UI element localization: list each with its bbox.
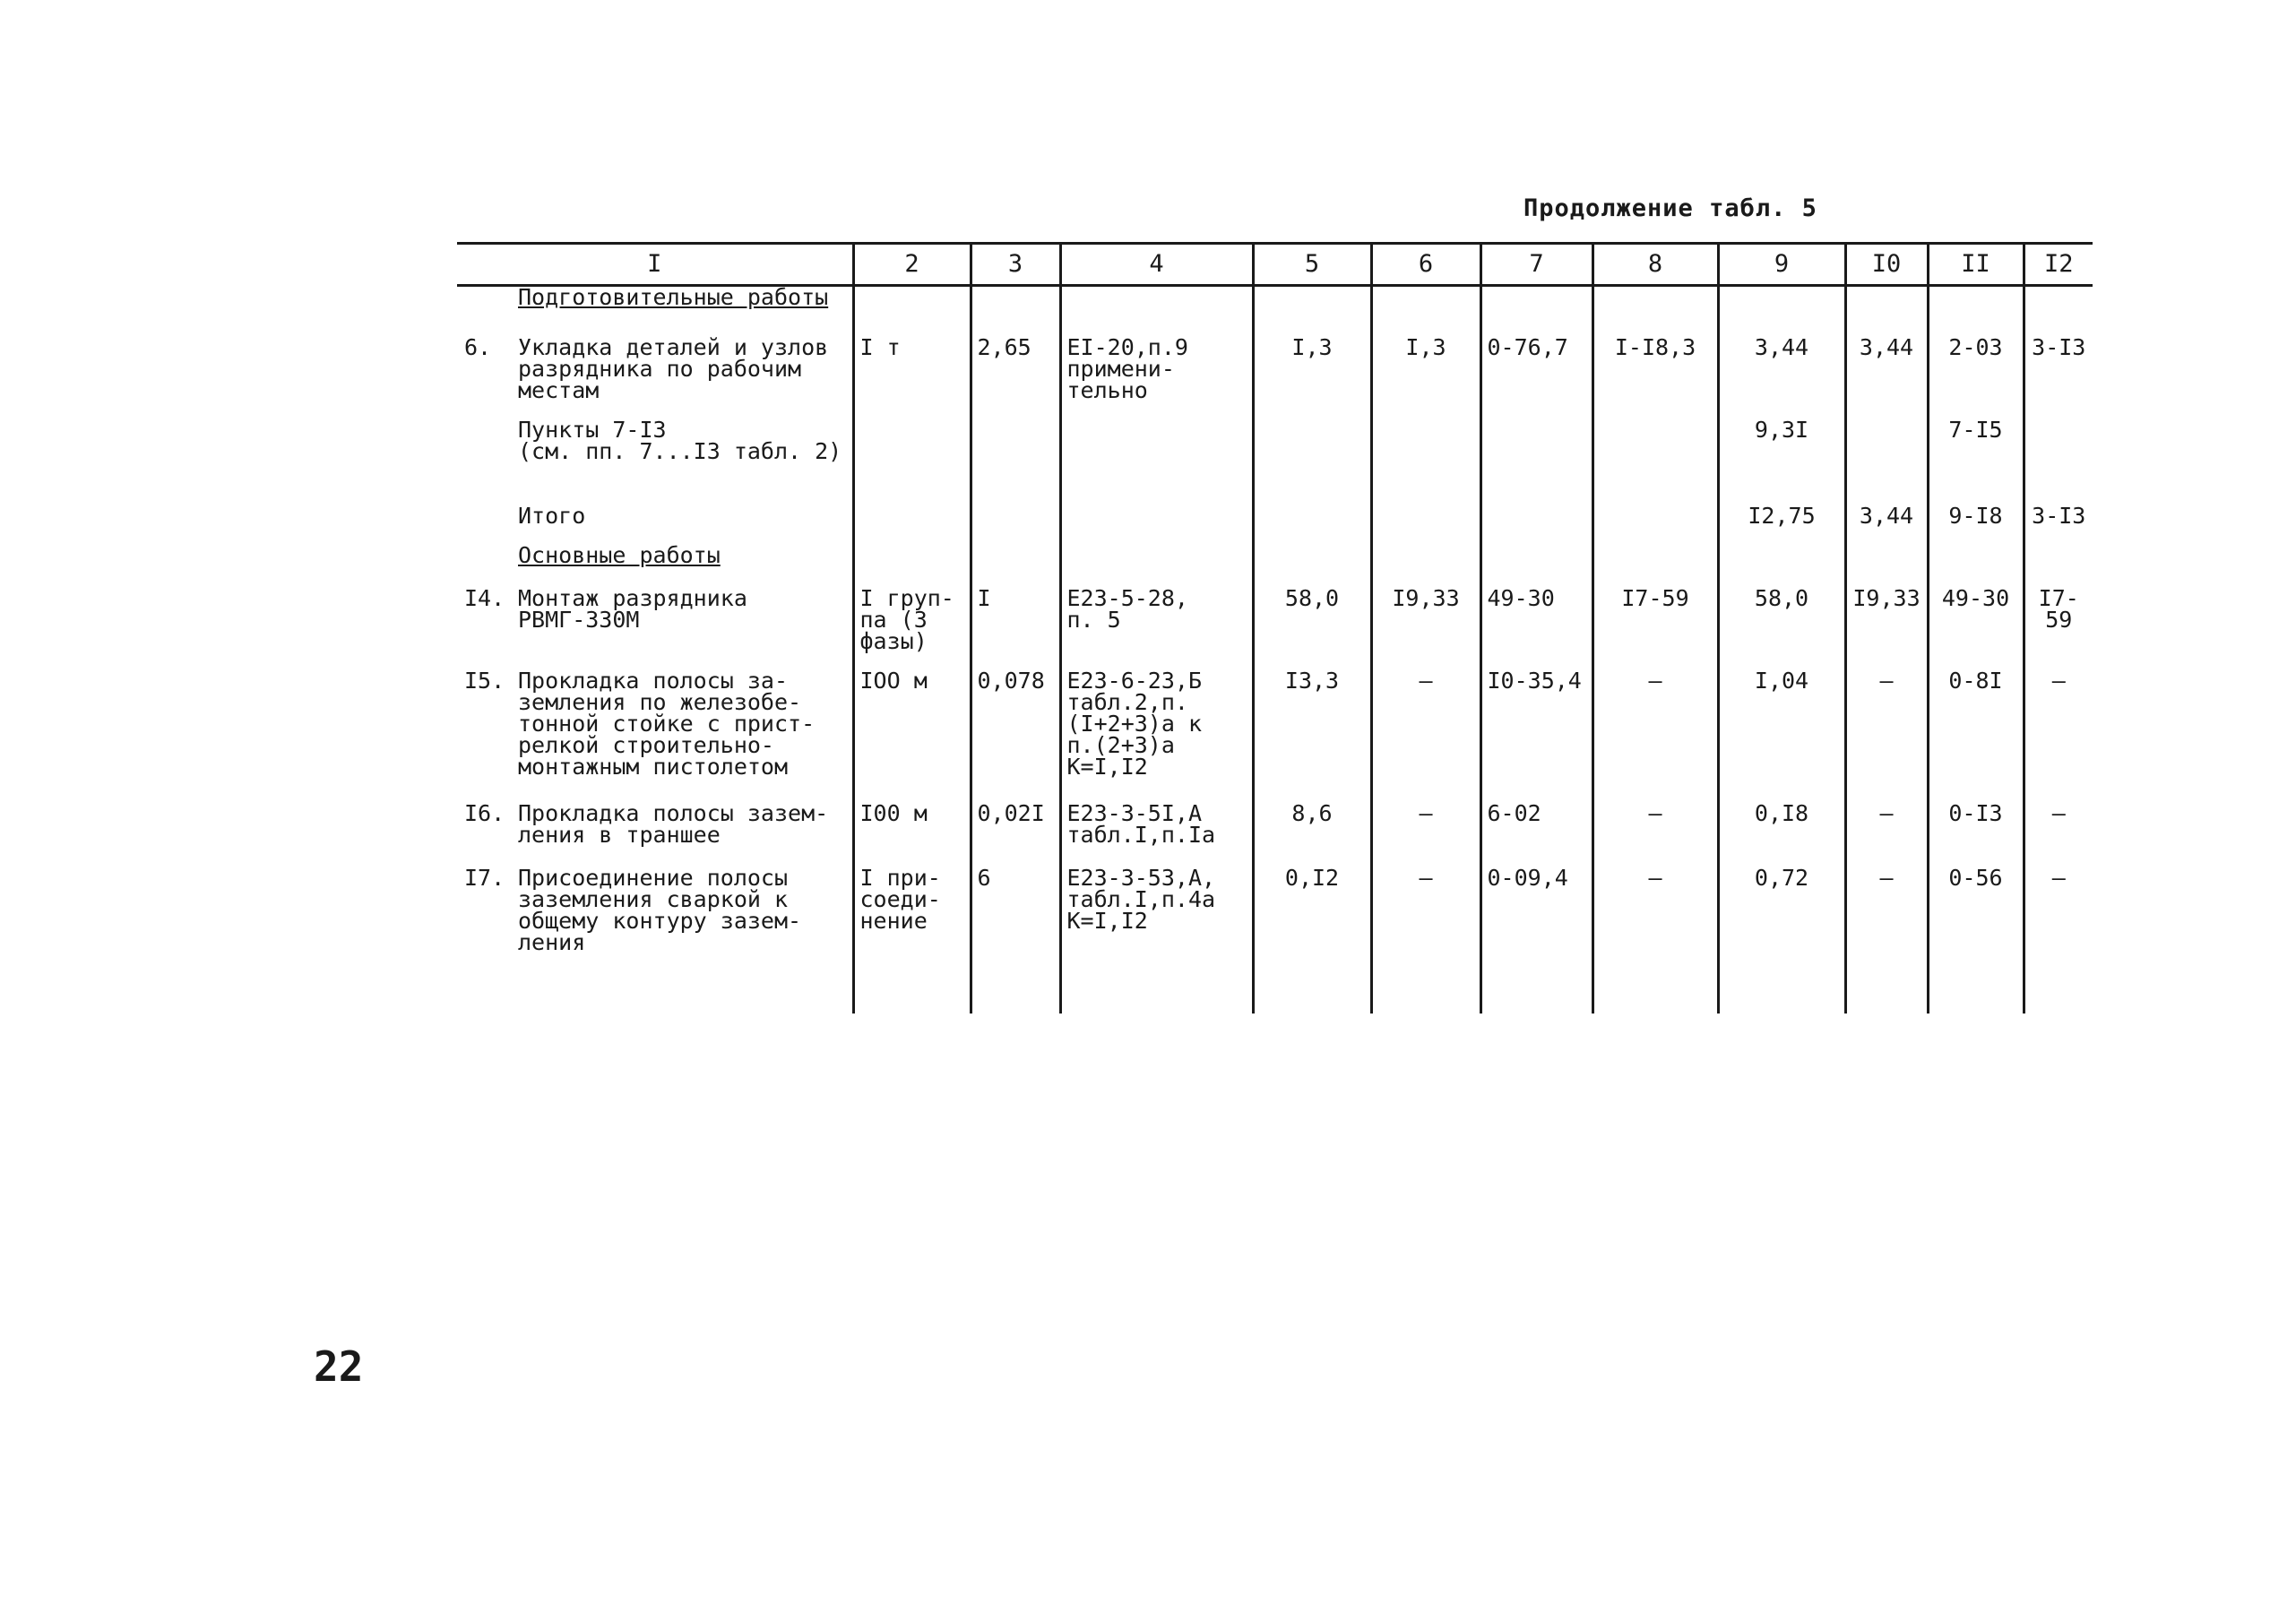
cell-6 [1371, 419, 1480, 505]
item-description: Прокладка полосы за- земления по железобе- тонной стойке с прист- релкой строительно- монтажным пистолетом [518, 670, 816, 780]
section-cell [457, 545, 853, 588]
col-header: 4 [1060, 244, 1253, 286]
section-title: Основные работы [518, 545, 721, 568]
cell-11: 9-I8 [1928, 505, 2024, 545]
cell-10: I9,33 [1845, 588, 1928, 670]
cell-8: – [1593, 803, 1718, 867]
cell-7: 49-30 [1480, 588, 1593, 670]
cell-7: 0-09,4 [1480, 867, 1593, 1014]
cell-10: – [1845, 867, 1928, 1014]
cell-12: – [2024, 867, 2093, 1014]
desc-cell [457, 670, 853, 803]
col-header: 3 [971, 244, 1060, 286]
unit-cell [853, 419, 971, 505]
cell-8: I-I8,3 [1593, 337, 1718, 419]
table-row [457, 337, 2093, 419]
cell-12: 3-I3 [2024, 337, 2093, 419]
section-row [457, 286, 2093, 338]
cell-11: 0-I3 [1928, 803, 2024, 867]
desc-cell [457, 588, 853, 670]
table-row [457, 867, 2093, 1014]
cell-6 [1371, 505, 1480, 545]
desc-cell [457, 505, 853, 545]
cell-5: 8,6 [1253, 803, 1371, 867]
cell-10: – [1845, 670, 1928, 803]
cell-6: – [1371, 670, 1480, 803]
cell-10: 3,44 [1845, 337, 1928, 419]
table-row [457, 803, 2093, 867]
cell-9: 9,3I [1718, 419, 1845, 505]
cell-8: – [1593, 670, 1718, 803]
quantity-cell: 6 [971, 867, 1060, 1014]
item-number: I4. [464, 588, 505, 611]
item-description: Пункты 7-I3 (см. пп. 7...I3 табл. 2) [518, 419, 842, 464]
item-description: Итого [518, 505, 586, 529]
col-header: II [1928, 244, 2024, 286]
cell-12: – [2024, 670, 2093, 803]
norm-ref-cell: E23-3-5I,A табл.I,п.Iа [1060, 803, 1253, 867]
unit-cell: I при- соеди- нение [853, 867, 971, 1014]
table-caption: Продолжение табл. 5 [1523, 194, 1817, 222]
cell-6: I,3 [1371, 337, 1480, 419]
item-number [464, 505, 518, 527]
cell-12: I7-59 [2024, 588, 2093, 670]
item-description: Монтаж разрядника РВМГ-330М [518, 588, 747, 633]
col-header: I2 [2024, 244, 2093, 286]
col-header: 8 [1593, 244, 1718, 286]
col-header: 9 [1718, 244, 1845, 286]
norm-ref-cell: E23-3-53,A, табл.I,п.4а K=I,I2 [1060, 867, 1253, 1014]
cell-5: I,3 [1253, 337, 1371, 419]
cell-5 [1253, 419, 1371, 505]
norm-ref-cell: EI-20,п.9 примени- тельно [1060, 337, 1253, 419]
quantity-cell: 2,65 [971, 337, 1060, 419]
cell-10: – [1845, 803, 1928, 867]
table-row [457, 588, 2093, 670]
item-description: Укладка деталей и узлов разрядника по рабочим местам [518, 337, 829, 403]
section-row [457, 545, 2093, 588]
cell-6: – [1371, 867, 1480, 1014]
page-number: 22 [314, 1342, 364, 1391]
total-row [457, 505, 2093, 545]
quantity-cell: 0,02I [971, 803, 1060, 867]
norm-ref-cell: E23-5-28, п. 5 [1060, 588, 1253, 670]
item-description: Присоединение полосы заземления сваркой к общему контуру зазем- ления [518, 867, 802, 955]
unit-cell: IOO м [853, 670, 971, 803]
cell-8: I7-59 [1593, 588, 1718, 670]
cell-9: I,04 [1718, 670, 1845, 803]
item-number: I7. [464, 867, 505, 891]
quantity-cell [971, 419, 1060, 505]
cell-10: 3,44 [1845, 505, 1928, 545]
cell-7 [1480, 419, 1593, 505]
norm-ref-cell [1060, 505, 1253, 545]
cell-11: 49-30 [1928, 588, 2024, 670]
col-header: 7 [1480, 244, 1593, 286]
desc-cell [457, 803, 853, 867]
quantity-cell: 0,078 [971, 670, 1060, 803]
section-cell [457, 286, 853, 338]
quantity-cell: I [971, 588, 1060, 670]
norms-table [457, 242, 2093, 1014]
item-number: 6. [464, 337, 492, 360]
header-row [457, 244, 2093, 286]
unit-cell: I груп- па (3 фазы) [853, 588, 971, 670]
col-header: I0 [1845, 244, 1928, 286]
cell-5: 58,0 [1253, 588, 1371, 670]
unit-cell: I т [853, 337, 971, 419]
cell-6: I9,33 [1371, 588, 1480, 670]
unit-cell [853, 505, 971, 545]
cell-5: I3,3 [1253, 670, 1371, 803]
cell-11: 2-03 [1928, 337, 2024, 419]
cell-7: 0-76,7 [1480, 337, 1593, 419]
cell-5: 0,I2 [1253, 867, 1371, 1014]
cell-7: I0-35,4 [1480, 670, 1593, 803]
cell-9: 0,72 [1718, 867, 1845, 1014]
cell-10 [1845, 419, 1928, 505]
cell-7: 6-02 [1480, 803, 1593, 867]
cell-12: – [2024, 803, 2093, 867]
cell-7 [1480, 505, 1593, 545]
cell-11: 7-I5 [1928, 419, 2024, 505]
col-header: I [457, 244, 853, 286]
cell-11: 0-8I [1928, 670, 2024, 803]
cell-6: – [1371, 803, 1480, 867]
col-header: 6 [1371, 244, 1480, 286]
desc-cell [457, 337, 853, 419]
cell-11: 0-56 [1928, 867, 2024, 1014]
cell-12: 3-I3 [2024, 505, 2093, 545]
norm-ref-cell: E23-6-23,Б табл.2,п. (I+2+3)а к п.(2+3)а K=I,I2 [1060, 670, 1253, 803]
cell-8 [1593, 505, 1718, 545]
cell-9: 0,I8 [1718, 803, 1845, 867]
table-row [457, 419, 2093, 505]
table-row [457, 670, 2093, 803]
cell-5 [1253, 505, 1371, 545]
cell-8 [1593, 419, 1718, 505]
unit-cell: I00 м [853, 803, 971, 867]
cell-9: 3,44 [1718, 337, 1845, 419]
item-number: I5. [464, 670, 505, 694]
col-header: 2 [853, 244, 971, 286]
cell-12 [2024, 419, 2093, 505]
desc-cell [457, 419, 853, 505]
item-number: I6. [464, 803, 505, 826]
item-description: Прокладка полосы зазем- ления в траншее [518, 803, 829, 848]
cell-9: I2,75 [1718, 505, 1845, 545]
cell-9: 58,0 [1718, 588, 1845, 670]
section-title: Подготовительные работы [518, 285, 829, 310]
quantity-cell [971, 505, 1060, 545]
item-number [464, 419, 518, 462]
col-header: 5 [1253, 244, 1371, 286]
norm-ref-cell [1060, 419, 1253, 505]
desc-cell [457, 867, 853, 1014]
cell-8: – [1593, 867, 1718, 1014]
